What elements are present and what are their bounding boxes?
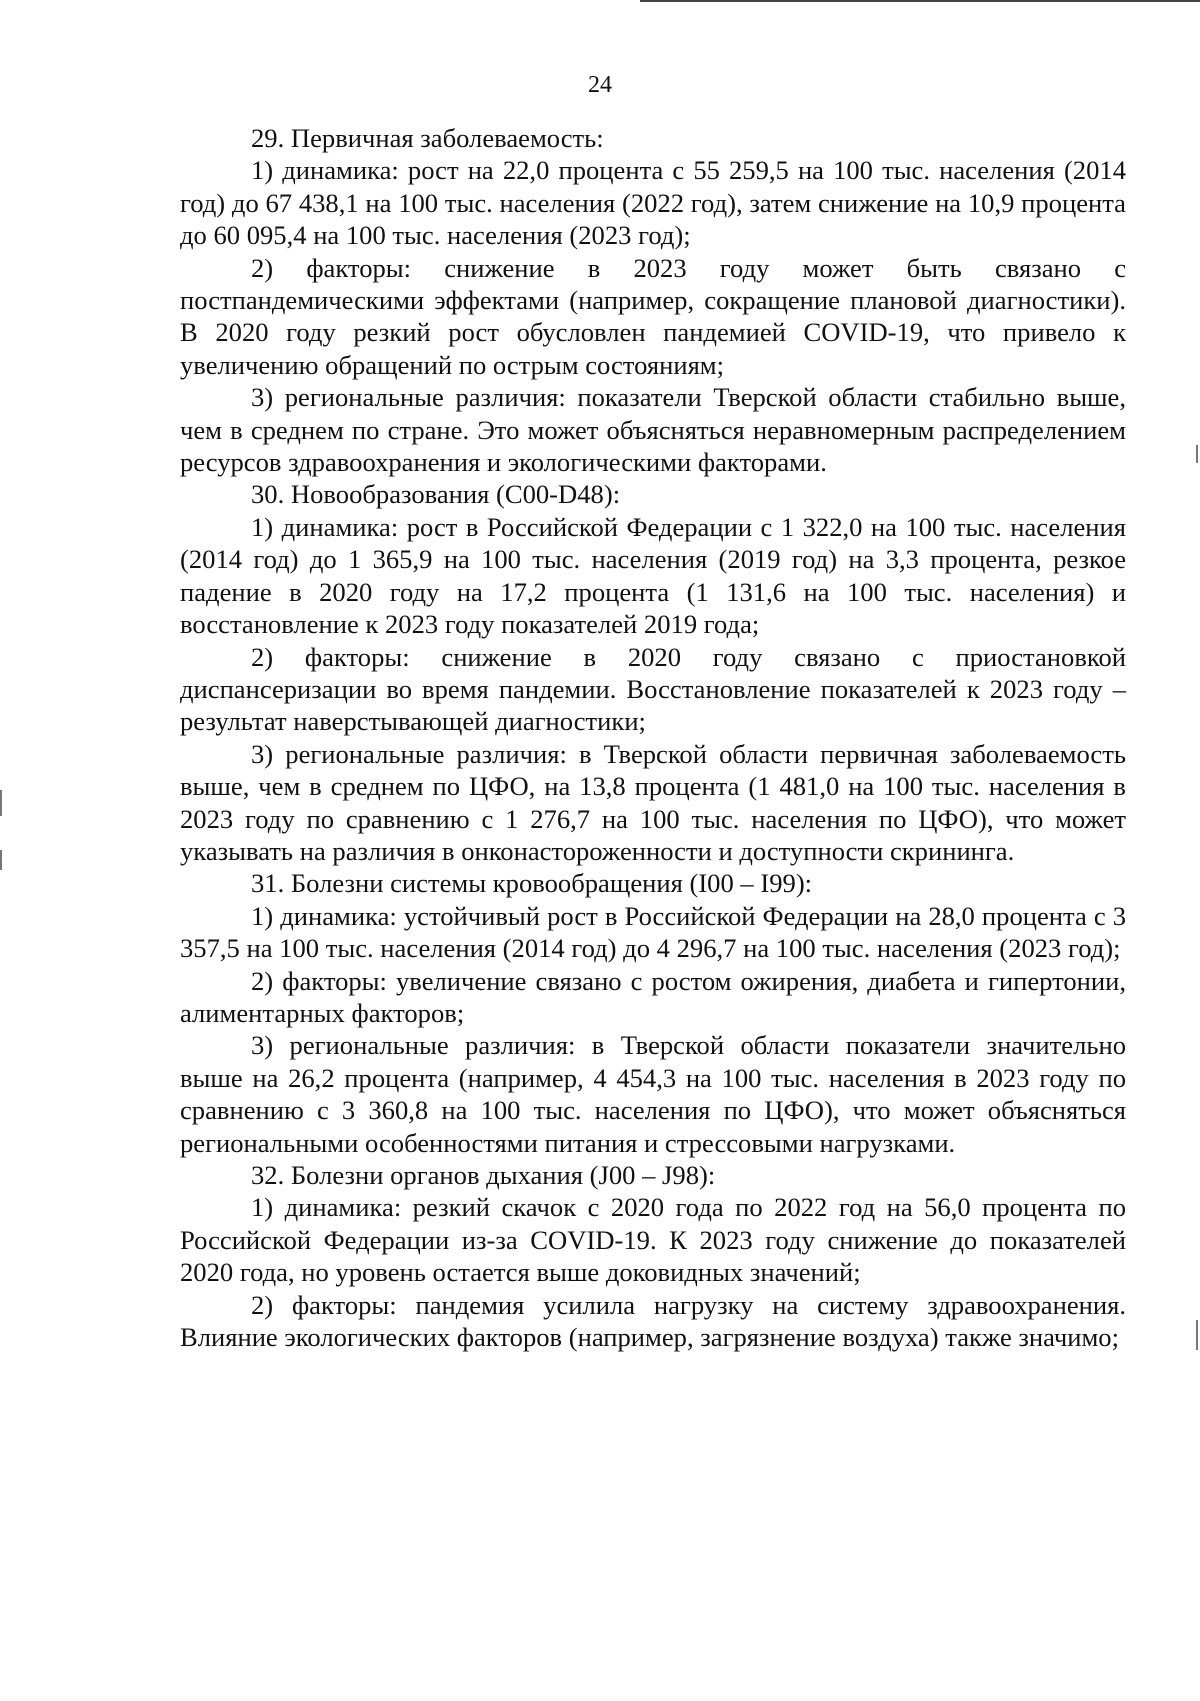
paragraph-29-factors: 2) факторы: снижение в 2023 году может быть связано с постпандемическими эффектами (например, сокращение плановой диагностики). В 2020 году резкий рост обусловлен пандемией COVID-19, что привело к увеличению обращений по острым состояниям; [180,252,1126,380]
paragraph-32-factors: 2) факторы: пандемия усилила нагрузку на систему здравоохранения. Влияние экологических факторов (например, загрязнение воздуха) также значимо; [180,1289,1126,1353]
paragraph-31-dynamics: 1) динамика: устойчивый рост в Российской Федерации на 28,0 процента с 3 357,5 на 100 тыс. населения (2014 год) до 4 296,7 на 100 тыс. населения (2023 год); [180,900,1126,964]
paragraph-31-regional: 3) региональные различия: в Тверской области показатели значительно выше на 26,2 процента (например, 4 454,3 на 100 тыс. населения в 2023 году по сравнению с 3 360,8 на 100 тыс. населения по ЦФО), что может объясняться региональными особенностями питания и стрессовыми нагрузками. [180,1030,1126,1158]
paragraph-29-regional: 3) региональные различия: показатели Тверской области стабильно выше, чем в среднем по стране. Это может объясняться неравномерным распределением ресурсов здравоохранения и экологическими факторами. [180,382,1126,478]
scan-edge-mark [0,850,2,870]
scan-edge-mark [0,790,2,816]
document-body [180,122,1126,1353]
section-heading-29: 29. Первичная заболеваемость: [251,123,604,153]
paragraph-30-regional: 3) региональные различия: в Тверской области первичная заболеваемость выше, чем в среднем по ЦФО, на 13,8 процента (1 481,0 на 100 тыс. населения в 2023 году по сравнению с 1 276,7 на 100 тыс. населения по ЦФО), что может указывать на различия в онконастороженности и доступности скрининга. [180,738,1126,866]
scan-edge-mark [1196,1320,1198,1350]
scan-top-border [640,0,1200,2]
section-heading-30: 30. Новообразования (С00-D48): [251,479,621,510]
section-heading-32: 32. Болезни органов дыхания (J00 – J98): [251,1160,716,1190]
paragraph-30-factors: 2) факторы: снижение в 2020 году связано с приостановкой диспансеризации во время пандемии. Восстановление показателей к 2023 году – результат наверстывающей диагностики; [180,641,1126,737]
section-heading-31: 31. Болезни системы кровообращения (I00 – I99): [251,868,813,899]
paragraph-30-dynamics: 1) динамика: рост в Российской Федерации с 1 322,0 на 100 тыс. населения (2014 год) до 1 365,9 на 100 тыс. населения (2019 год) на 3,3 процента, резкое падение в 2020 году на 17,2 процента (1 131,6 на 100 тыс. населения) и восстановление к 2023 году показателей 2019 года; [180,511,1126,640]
paragraph-32-dynamics: 1) динамика: резкий скачок с 2020 года по 2022 год на 56,0 процента по Российской Федерации из-за COVID-19. К 2023 году снижение до показателей 2020 года, но уровень остается выше доковидных значений; [180,1192,1126,1288]
scan-edge-mark [1196,445,1198,463]
paragraph-31-factors: 2) факторы: увеличение связано с ростом ожирения, диабета и гипертонии, алиментарных факторов; [180,965,1126,1028]
paragraph-29-dynamics: 1) динамика: рост на 22,0 процента с 55 259,5 на 100 тыс. населения (2014 год) до 67 438,1 на 100 тыс. населения (2022 год), затем снижение на 10,9 процента до 60 095,4 на 100 тыс. населения (2023 год); [180,155,1126,251]
page-number: 24 [588,72,612,98]
